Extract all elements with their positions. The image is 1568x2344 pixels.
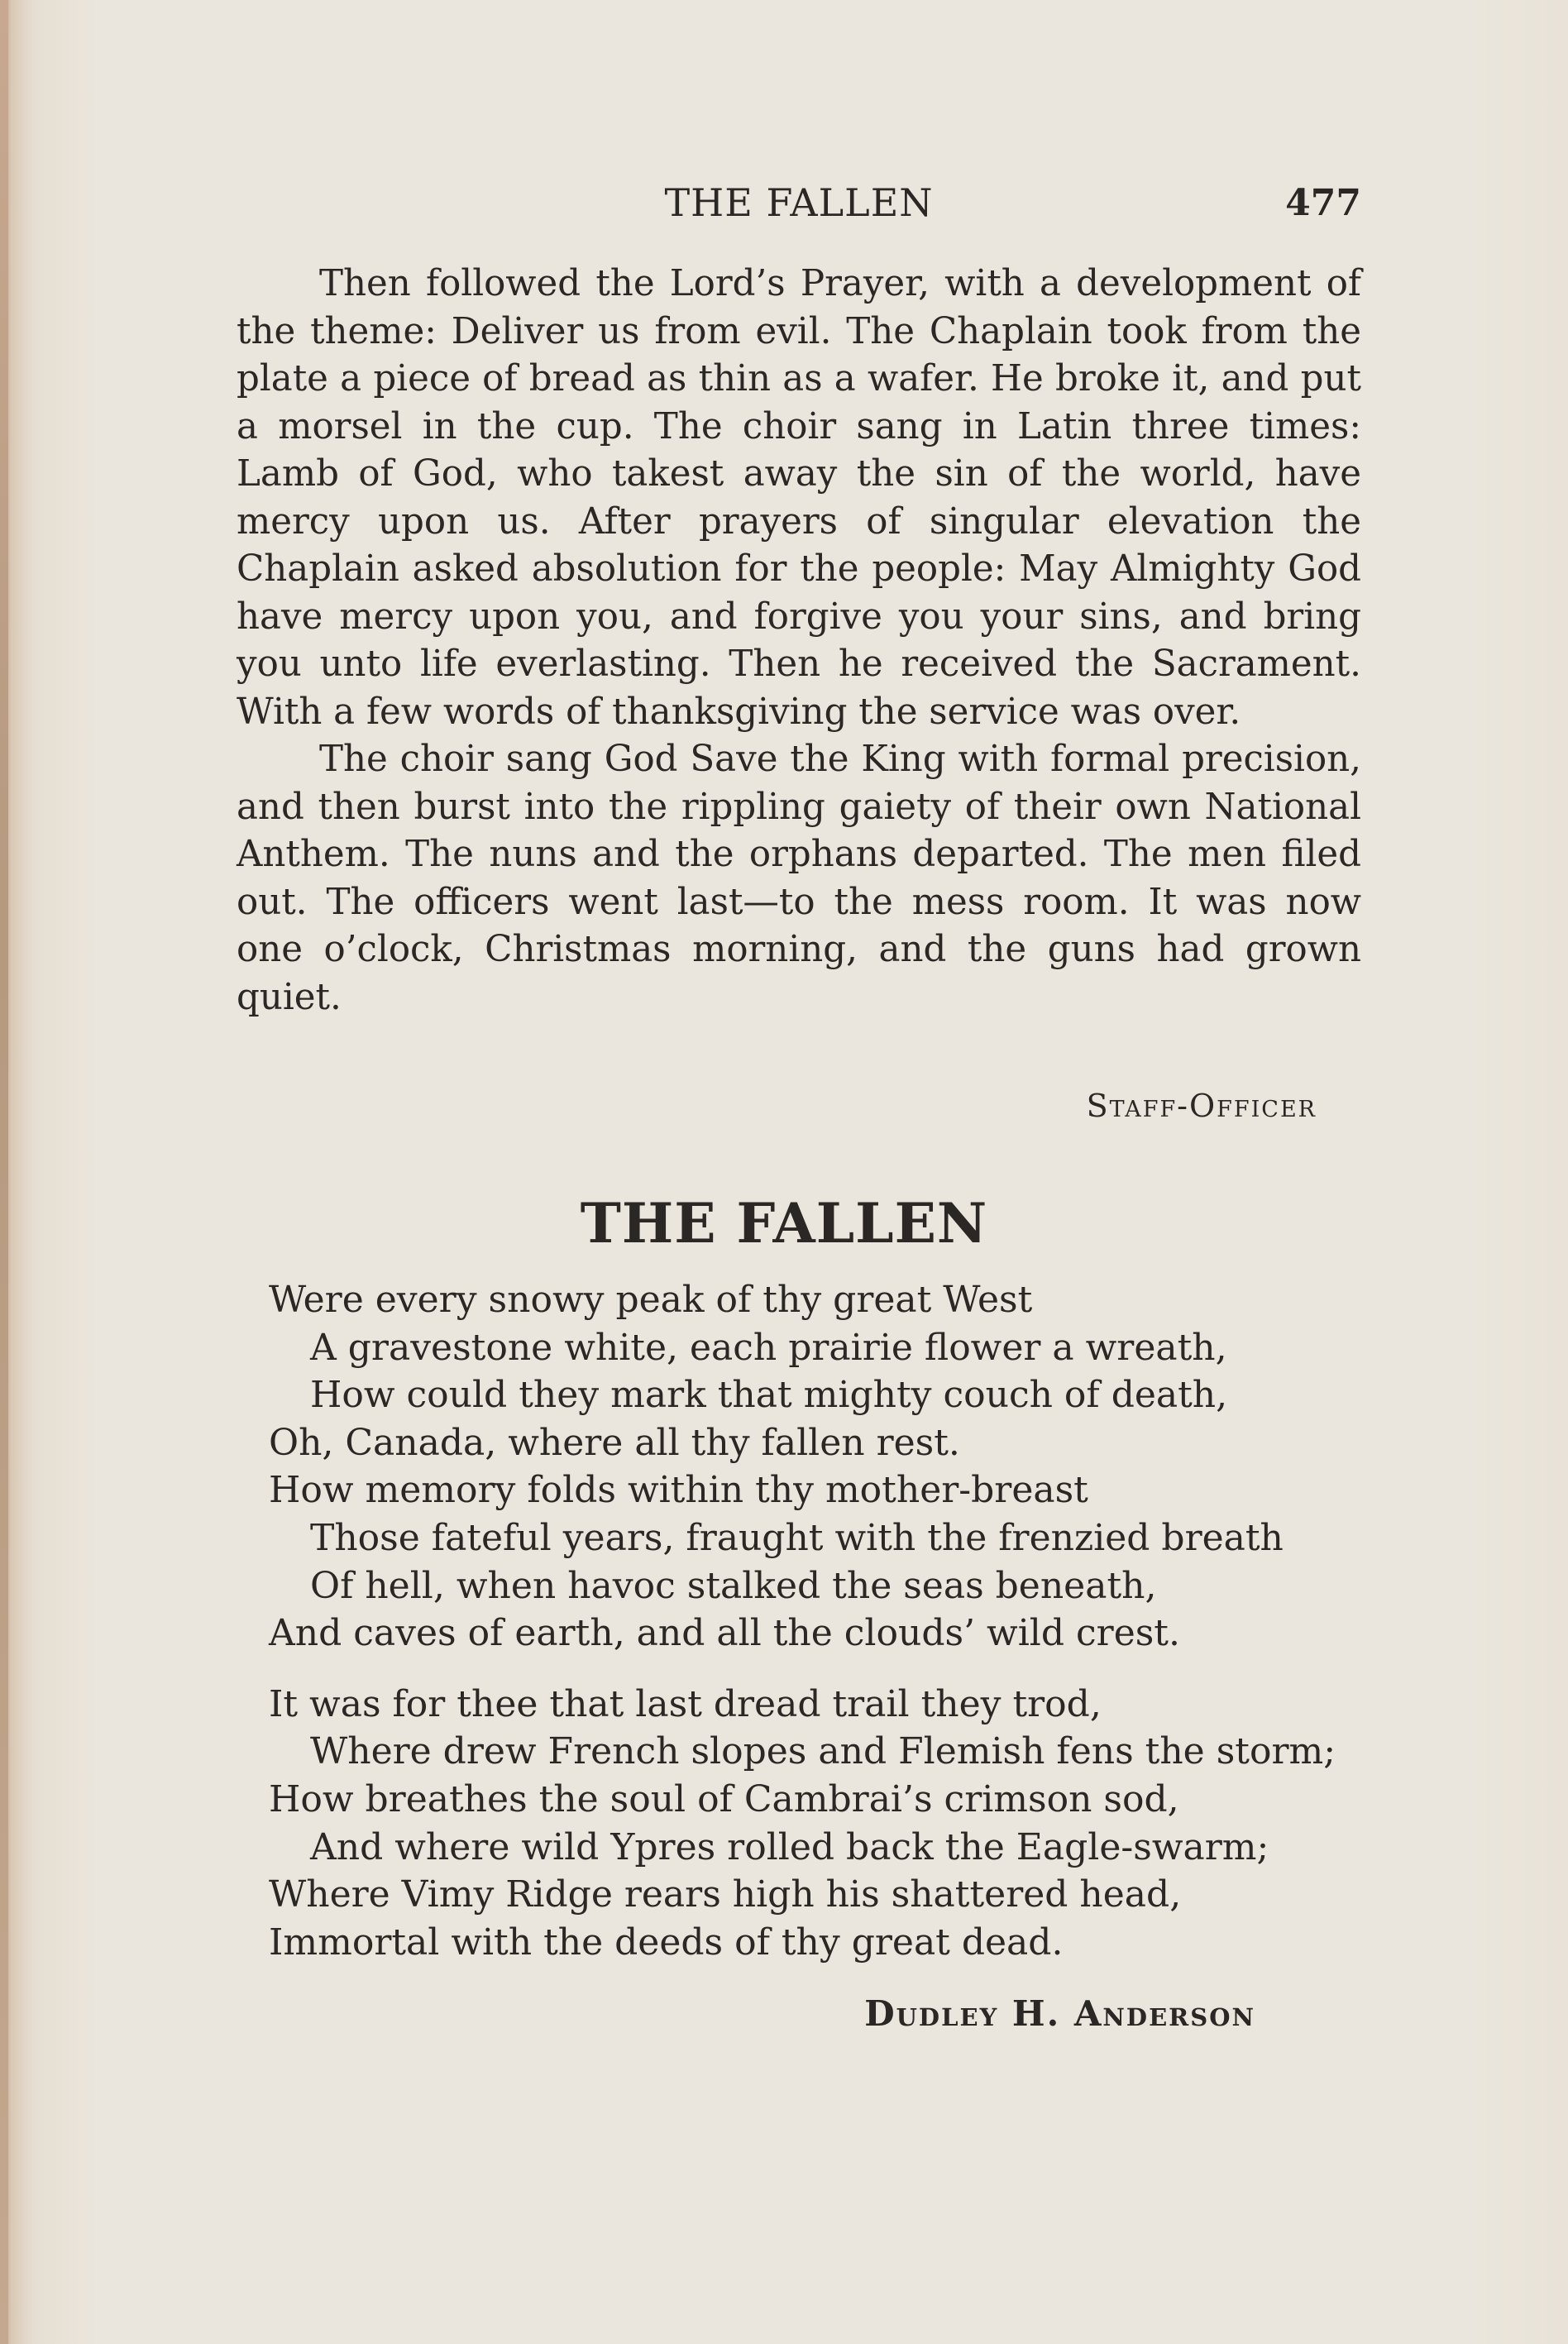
prose-paragraph: Then followed the Lord’s Prayer, with a development of the theme: Deliver us from evil. The Chaplain took from the plate a piece of bread as thin as a wafer. He broke it, and put a morsel in the cup. The choir sang in Latin three times: Lamb of God, who takest away the sin of the world, have mercy upon us. After prayers of singular elevation the Chaplain asked absolution for the people: May Almighty God have mercy upon you, and forgive you your sins, and bring you unto life everlasting. Then he received the Sacrament. With a few words of thanksgiving the service was over. — [237, 263, 1361, 733]
page-gutter-shadow — [0, 0, 8, 2344]
poem-line: How could they mark that mighty couch of death, — [310, 1374, 1228, 1417]
poem-title: THE FALLEN — [580, 1191, 988, 1256]
poem-line: It was for thee that last dread trail they trod, — [269, 1682, 1102, 1725]
page-number: 477 — [1285, 182, 1361, 224]
poem-stanza — [269, 1276, 1336, 1658]
poem-stanza — [269, 1681, 1336, 1967]
poem-author: Dudley H. Anderson — [864, 1993, 1255, 2034]
poem-line: Where drew French slopes and Flemish fens the storm; — [310, 1730, 1336, 1773]
poem-line: Were every snowy peak of thy great West — [269, 1279, 1033, 1321]
prose-paragraph: The choir sang God Save the King with formal precision, and then burst into the rippling gaiety of their own National Anthem. The nuns and the orphans departed. The men filed out. The officers went last—to the mess room. It was now one o’clock, Christmas morning, and the guns had grown quiet. — [237, 739, 1361, 1018]
poem-line: Where Vimy Ridge rears high his shattered head, — [269, 1873, 1182, 1916]
poem-line: And where wild Ypres rolled back the Eagle-swarm; — [310, 1825, 1269, 1868]
poem-line: Those fateful years, fraught with the frenzied breath — [310, 1516, 1284, 1559]
running-title: THE FALLEN — [664, 180, 934, 225]
poem-line: A gravestone white, each prairie flower a wreath, — [310, 1326, 1227, 1369]
prose-signature: Staff-Officer — [1086, 1088, 1317, 1124]
poem-line: Oh, Canada, where all thy fallen rest. — [269, 1421, 960, 1464]
prose-section — [237, 261, 1361, 1021]
poem-line: How memory folds within thy mother-breast — [269, 1469, 1088, 1512]
poem-line: And caves of earth, and all the clouds’ wild crest. — [269, 1612, 1180, 1655]
poem-body — [269, 1276, 1336, 1966]
page-header — [237, 174, 1361, 232]
poem-line: Of hell, when havoc stalked the seas beneath, — [310, 1564, 1157, 1607]
poem-line: Immortal with the deeds of thy great dead. — [269, 1921, 1064, 1964]
poem-line: How breathes the soul of Cambrai’s crimson sod, — [269, 1777, 1179, 1820]
